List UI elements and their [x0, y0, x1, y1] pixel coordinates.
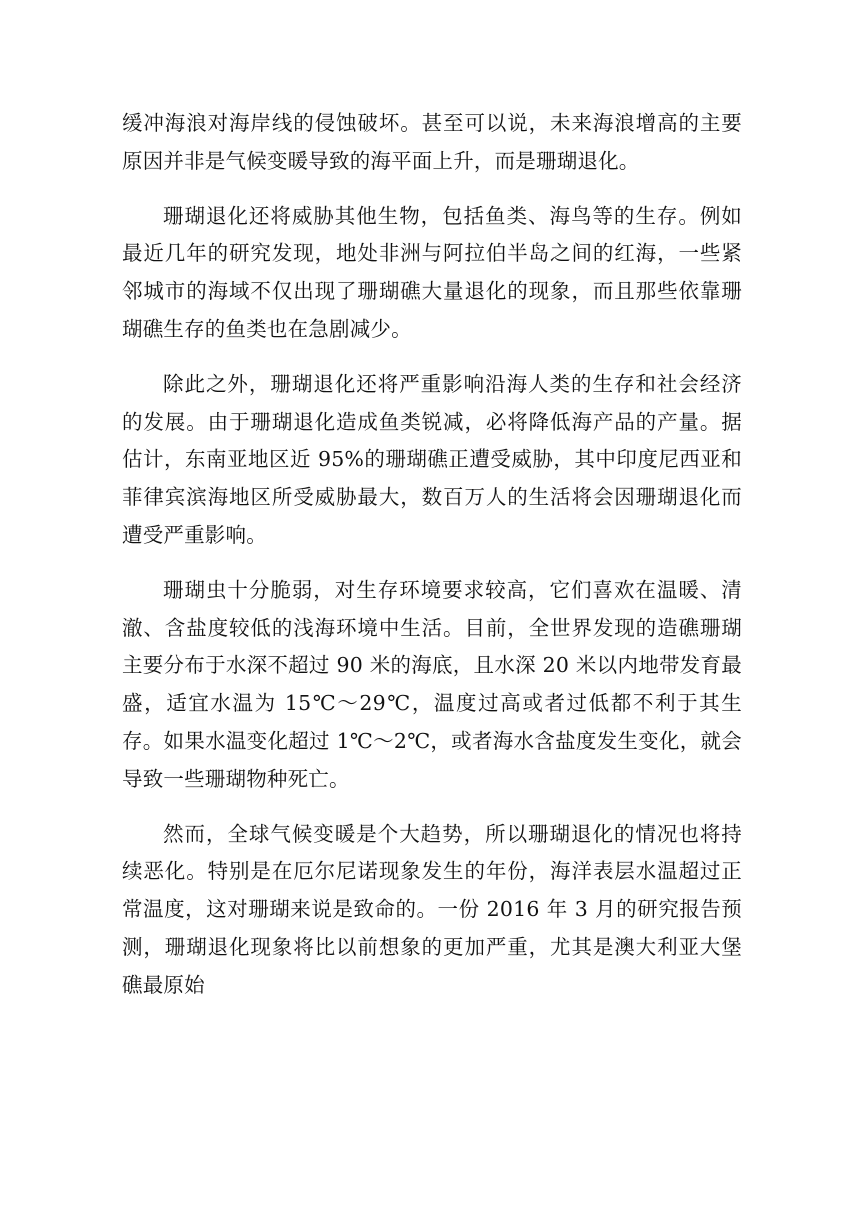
- paragraph-3: 除此之外，珊瑚退化还将严重影响沿海人类的生存和社会经济的发展。由于珊瑚退化造成鱼类锐减，必将降低海产品的产量。据估计，东南亚地区近 95%的珊瑚礁正遭受威胁，其中印度尼西亚和菲律宾滨海地区所受威胁最大，数百万人的生活将会因珊瑚退化而遭受严重影响。: [122, 371, 742, 547]
- paragraph-1: 缓冲海浪对海岸线的侵蚀破坏。甚至可以说，未来海浪增高的主要原因并非是气候变暖导致的海平面上升，而是珊瑚退化。: [122, 111, 742, 173]
- document-body: [122, 105, 742, 1022]
- paragraph-2: 珊瑚退化还将威胁其他生物，包括鱼类、海鸟等的生存。例如最近几年的研究发现，地处非洲与阿拉伯半岛之间的红海，一些紧邻城市的海域不仅出现了珊瑚礁大量退化的现象，而且那些依靠珊瑚礁生存的鱼类也在急剧减少。: [122, 203, 742, 341]
- paragraph-5: 然而，全球气候变暖是个大趋势，所以珊瑚退化的情况也将持续恶化。特别是在厄尔尼诺现象发生的年份，海洋表层水温超过正常温度，这对珊瑚来说是致命的。一份 2016 年 3 月的研究报告预测，珊瑚退化现象将比以前想象的更加严重，尤其是澳大利亚大堡礁最原始: [122, 821, 742, 997]
- paragraph-4: 珊瑚虫十分脆弱，对生存环境要求较高，它们喜欢在温暖、清澈、含盐度较低的浅海环境中生活。目前，全世界发现的造礁珊瑚主要分布于水深不超过 90 米的海底，且水深 20 米以内地带发育最盛，适宜水温为 15℃～29℃，温度过高或者过低都不利于其生存。如果水温变化超过 1℃～2℃，或者海水含盐度发生变化，就会导致一些珊瑚物种死亡。: [122, 577, 742, 791]
